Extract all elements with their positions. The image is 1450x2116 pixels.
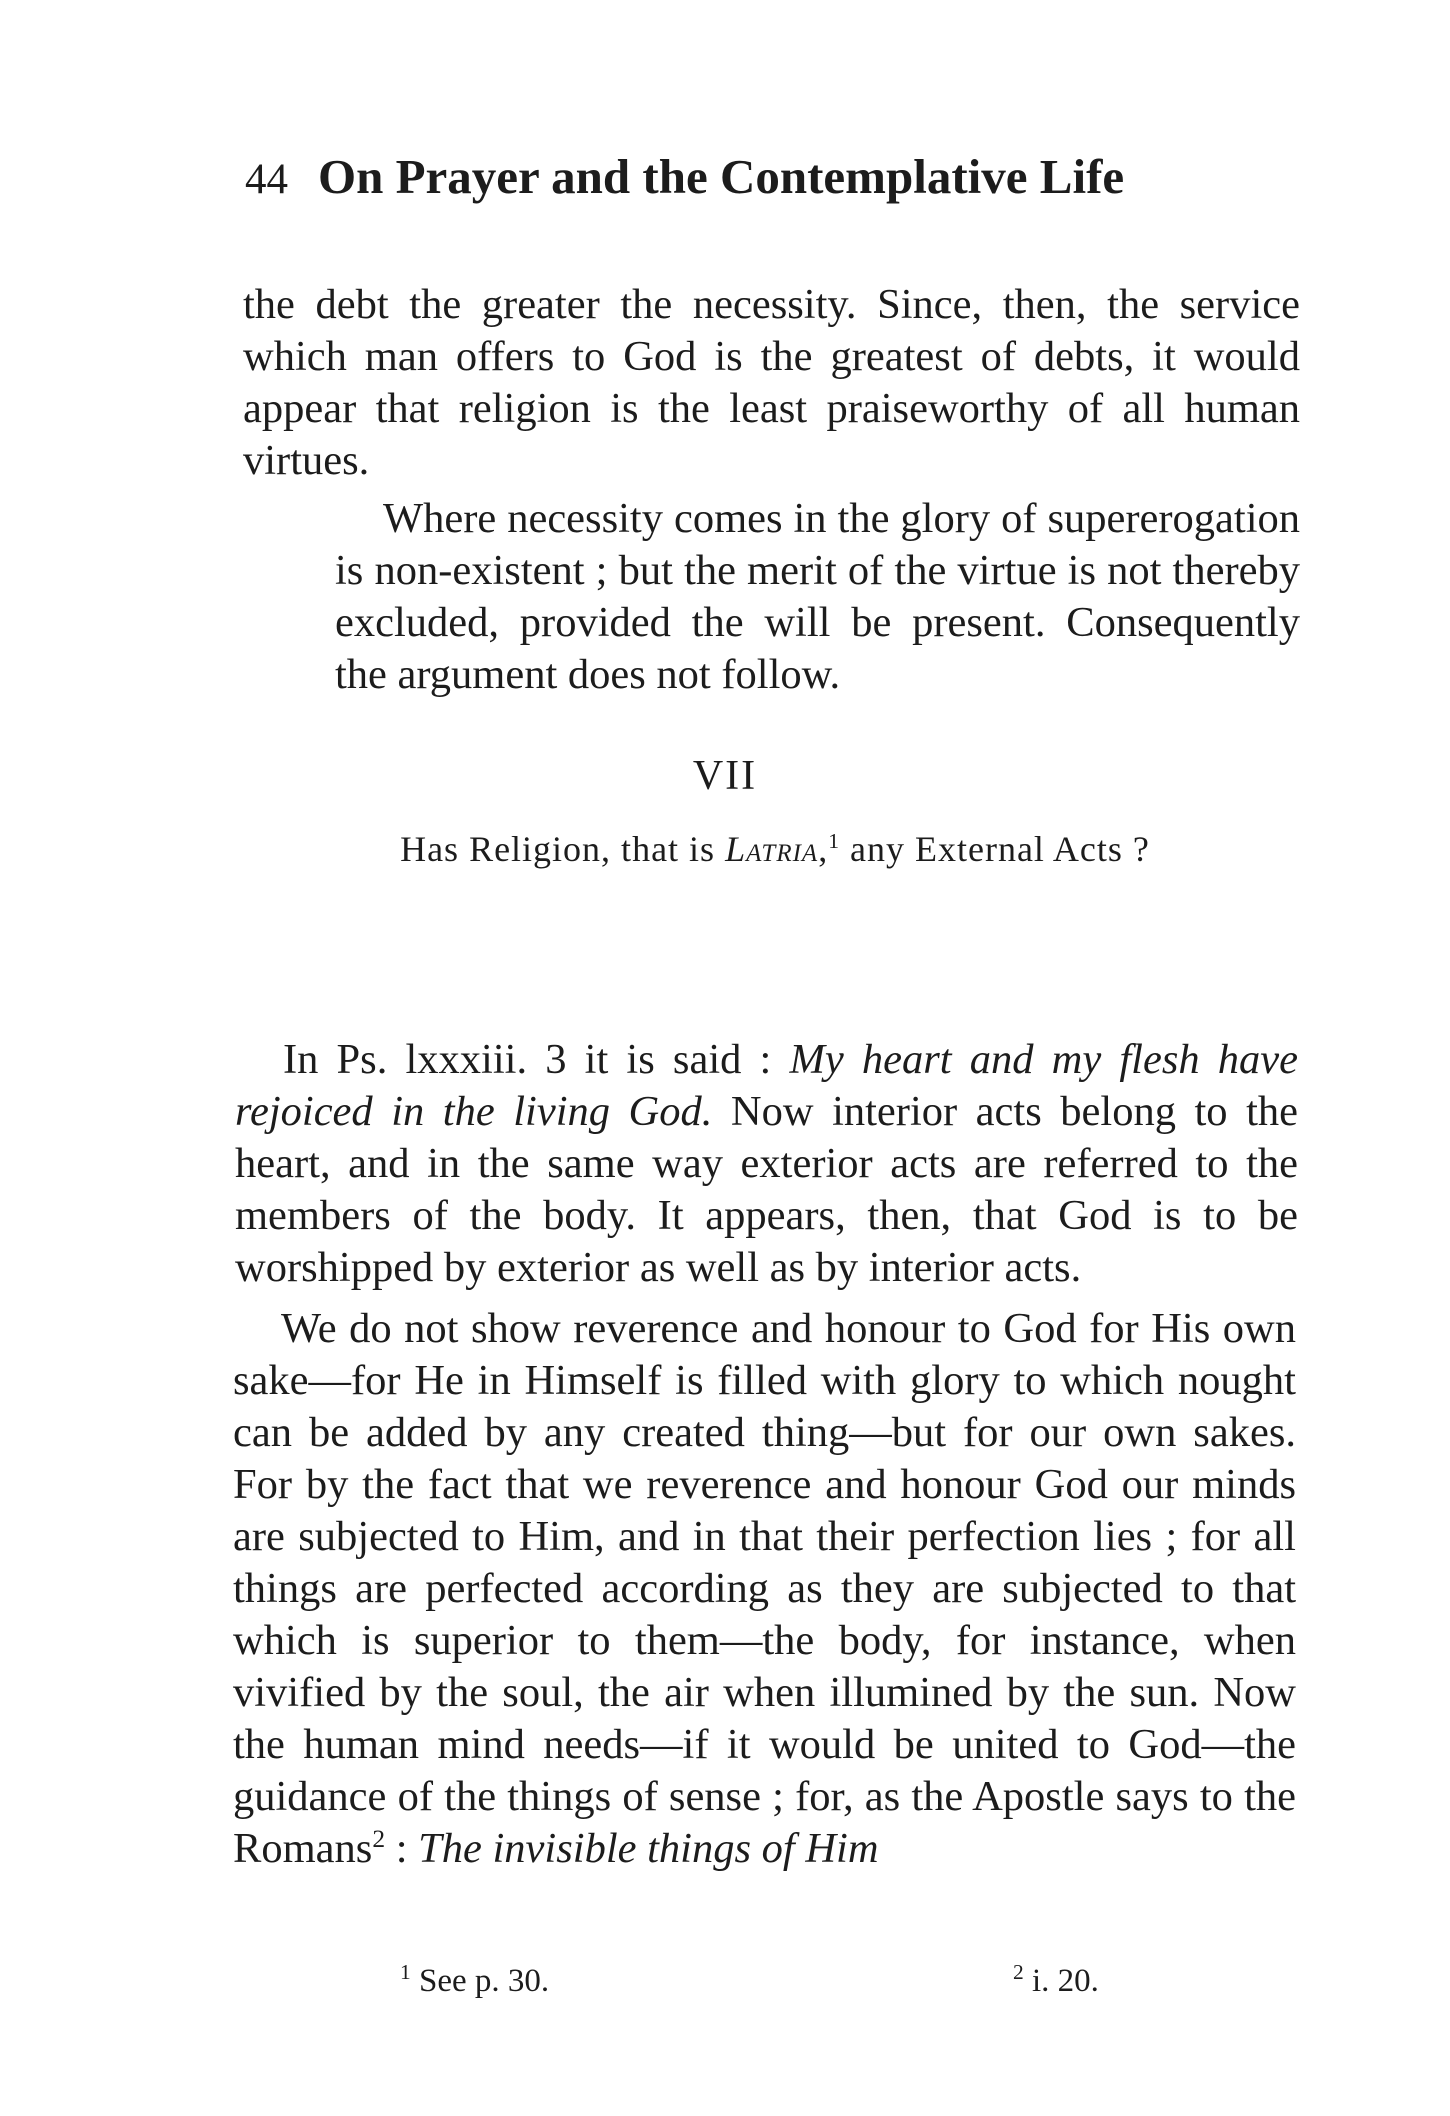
paragraph-answer-colon: : <box>385 1824 419 1872</box>
footnote-2 <box>1013 1960 1099 2002</box>
paragraph-scripture-intro: In Ps. lxxxiii. 3 it is said : <box>283 1035 790 1083</box>
section-title-italic: Latria <box>725 829 819 869</box>
section-number: VII <box>692 753 758 799</box>
romans-quote: The invisible things of Him <box>418 1824 879 1872</box>
running-head <box>245 148 1305 218</box>
running-title: On Prayer and the Contemplative Life <box>318 149 1125 204</box>
paragraph-objection-continued: the debt the greater the necessity. Since, then, the service which man offers to God is the greatest of debts, it would appear that religion is the least praiseworthy of all human virtues. <box>243 280 1300 484</box>
section-title <box>250 823 1300 875</box>
paragraph-scripture-rest: Now interior acts belong to the heart, and in the same way exterior acts are referred to the members of the body. It appears, then, that God is to be worshipped by exterior as well as by interior acts. <box>235 1087 1298 1291</box>
paragraph-answer <box>233 1303 1296 1875</box>
section-title-punct: , <box>818 829 829 869</box>
footnote-mark: 1 <box>400 1960 411 1984</box>
section-title-part2: any External Acts ? <box>840 829 1150 869</box>
page-number: 44 <box>245 156 288 203</box>
footnote-reference: 1 <box>828 829 840 853</box>
scripture-quote: My heart and my flesh have rejoiced in the living God. <box>235 1035 1299 1135</box>
footnote-mark: 2 <box>1013 1960 1024 1984</box>
footnote-text: i. 20. <box>1023 1963 1099 1999</box>
paragraph-scripture <box>235 1034 1298 1294</box>
footnote-1 <box>400 1960 549 2002</box>
footnote-text: See p. 30. <box>410 1963 550 1999</box>
paragraph-answer-text: We do not show reverence and honour to God for His own sake—for He in Himself is filled with glory to which nought can be added by any created thing—but for our own sakes. For by the fact that we reverence and honour God our minds are subjected to Him, and in that their perfection lies ; for all things are perfected according as they are subjected to that which is superior to them—the body, for instance, when vivified by the soul, the air when illumined by the sun. Now the human mind needs—if it would be united to God—the guidance of the things of sense ; for, as the Apostle says to the Romans <box>233 1304 1296 1872</box>
paragraph-reply: Where necessity comes in the glory of supererogation is non-existent ; but the merit of the virtue is not thereby excluded, provided the will be present. Consequently the argument does not follow. <box>335 494 1300 698</box>
footnote-reference: 2 <box>372 1823 386 1853</box>
section-title-part1: Has Religion, that is <box>400 829 726 869</box>
